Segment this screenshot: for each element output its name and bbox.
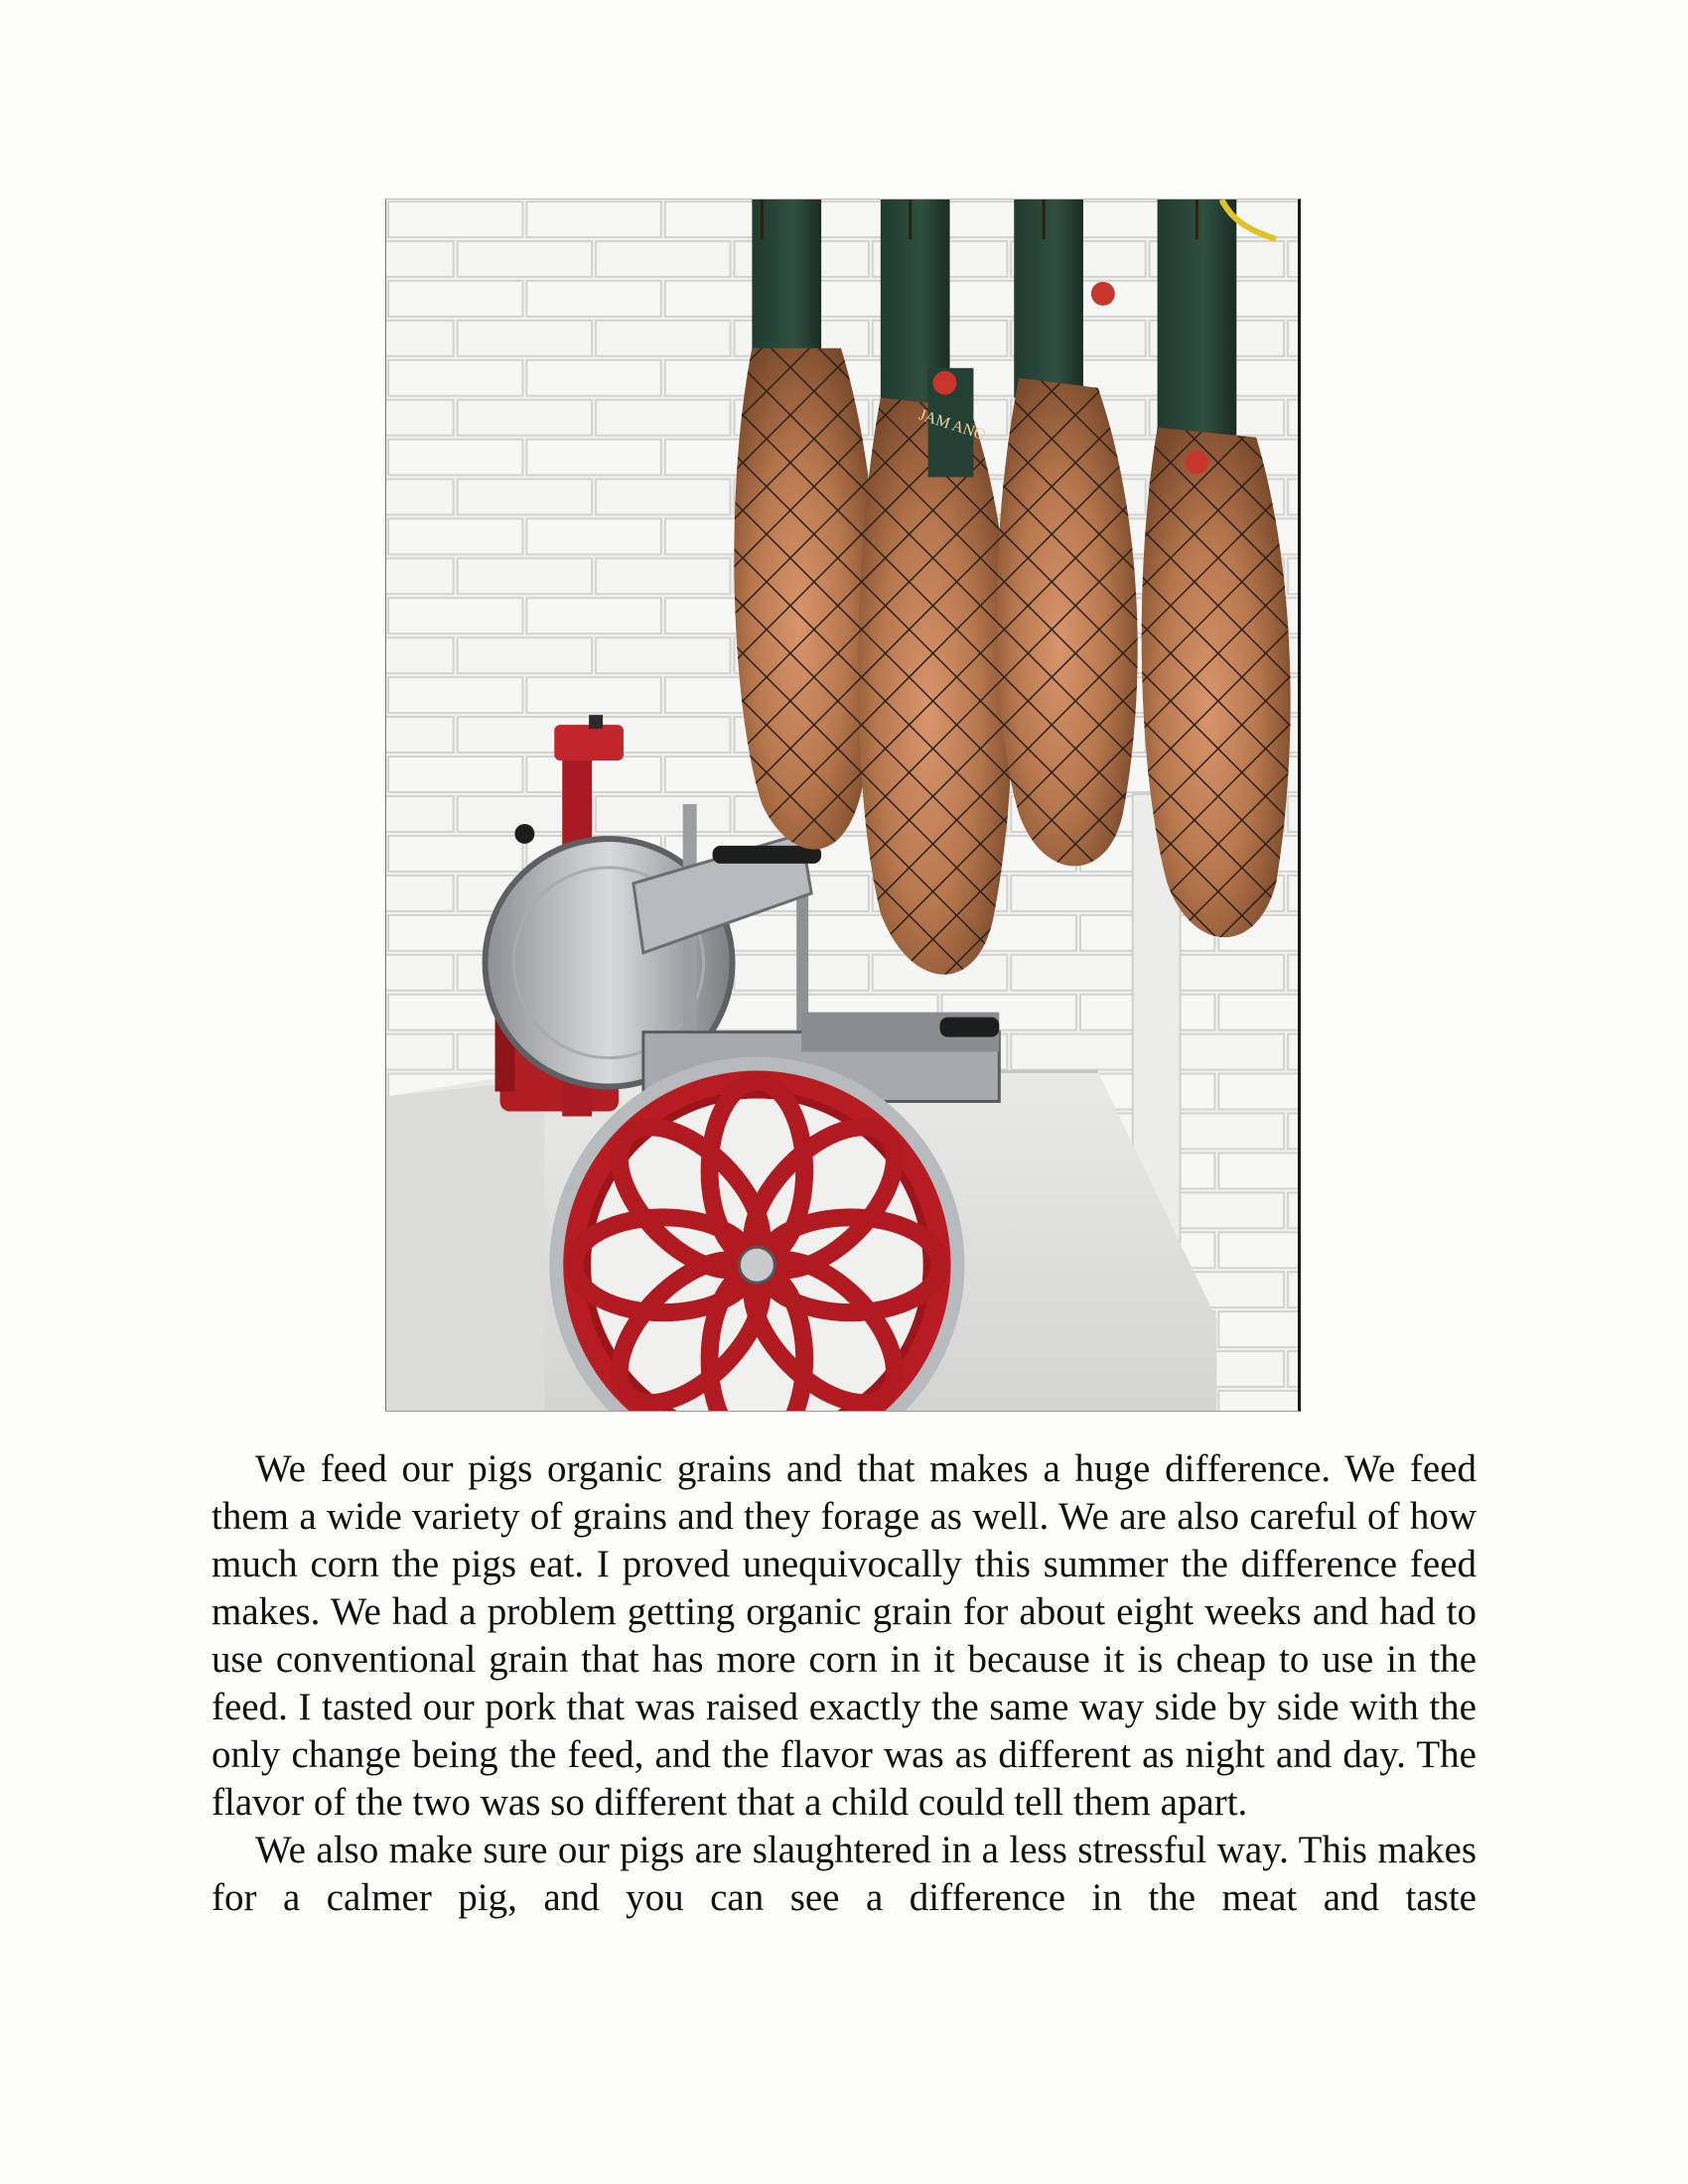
photo-meat-slicer-and-hams <box>385 199 1301 1412</box>
paragraph-2: We also make sure our pigs are slaughtered in a less stressful way. This makes for a calmer pig, and you can see a difference in the meat and taste <box>211 1829 1477 1919</box>
paragraph-1: We feed our pigs organic grains and that makes a huge difference. We feed them a wide variety of grains and they forage as well. We are also careful of how much corn the pigs eat. I proved unequivocally this summer the difference feed makes. We had a problem getting organic grain for about eight weeks and had to use conventional grain that has more corn in it because it is cheap to use in the feed. I tasted our pork that was raised exactly the same way side by side with the only change being the feed, and the flavor was as different as night and day. The flavor of the two was so different that a child could tell them apart. <box>211 1447 1477 1824</box>
ham-label-text: JAM ANO <box>916 406 988 445</box>
body-text <box>211 1445 1477 1922</box>
photo-illustration <box>386 200 1298 1411</box>
